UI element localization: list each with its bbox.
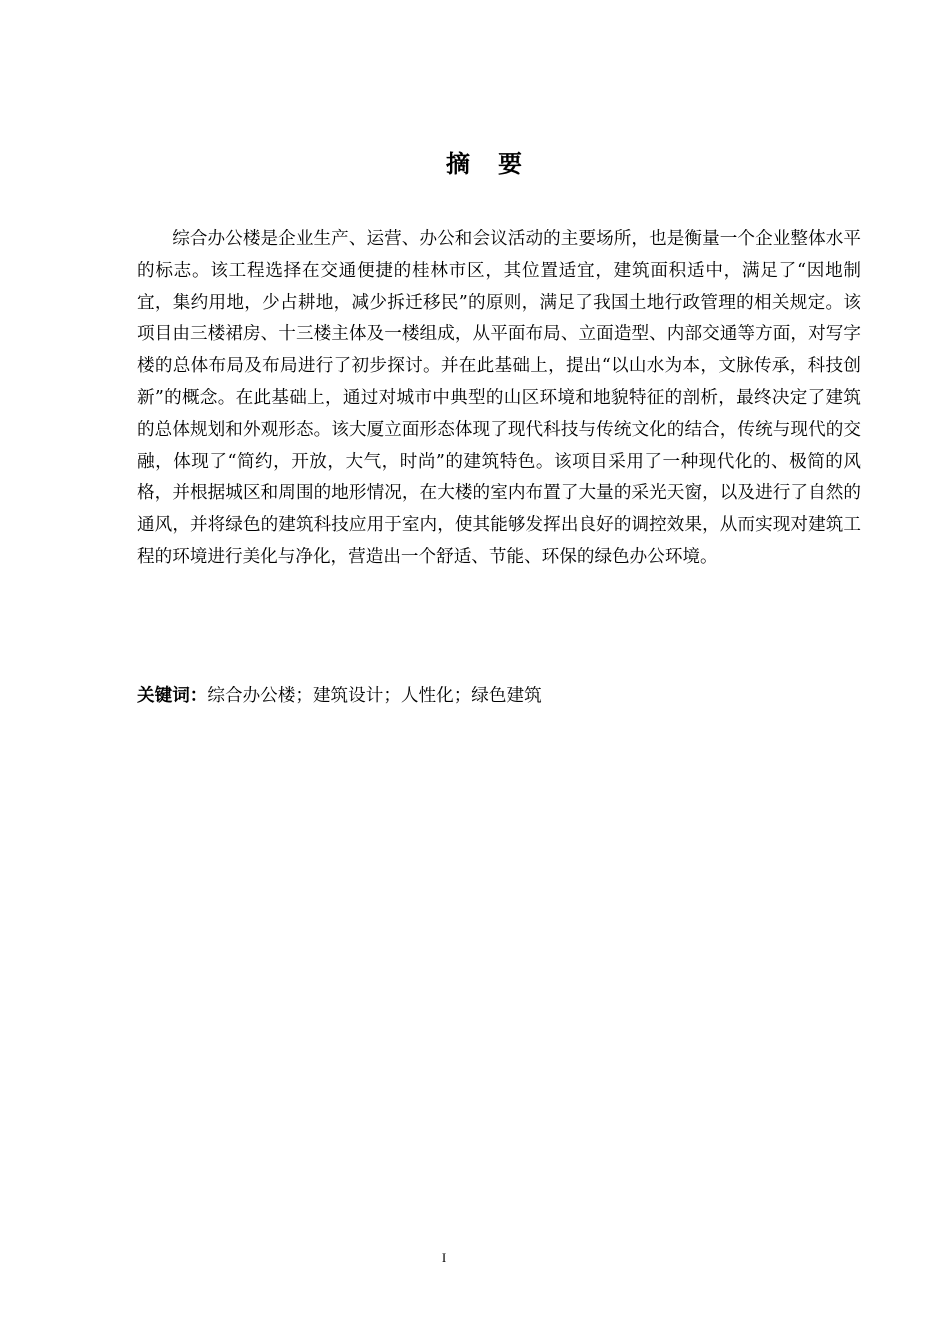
page-title: 摘要	[446, 150, 550, 178]
keywords-label: 关键词：	[137, 686, 208, 706]
abstract-paragraph: 综合办公楼是企业生产、运营、办公和会议活动的主要场所，也是衡量一个企业整体水平的标志。该工程选择在交通便捷的桂林市区，其位置适宜，建筑面积适中，满足了“因地制宜，集约用地，少占耕地，减少拆迁移民”的原则，满足了我国土地行政管理的相关规定。该项目由三楼裙房、十三楼主体及一楼组成，从平面布局、立面造型、内部交通等方面，对写字楼的总体布局及布局进行了初步探讨。并在此基础上，提出“以山水为本，文脉传承，科技创新”的概念。在此基础上，通过对城市中典型的山区环境和地貌特征的剖析，最终决定了建筑的总体规划和外观形态。该大厦立面形态体现了现代科技与传统文化的结合，传统与现代的交融，体现了“简约，开放，大气，时尚”的建筑特色。该项目采用了一种现代化的、极简的风格，并根据城区和周围的地形情况，在大楼的室内布置了大量的采光天窗，以及进行了自然的通风，并将绿色的建筑科技应用于室内，使其能够发挥出良好的调控效果，从而实现对建筑工程的环境进行美化与净化，营造出一个舒适、节能、环保的绿色办公环境。	[137, 229, 861, 567]
keywords-text: 综合办公楼；建筑设计；人性化；绿色建筑	[207, 686, 542, 706]
keywords-line	[137, 681, 861, 713]
page-number: I	[441, 1250, 447, 1265]
